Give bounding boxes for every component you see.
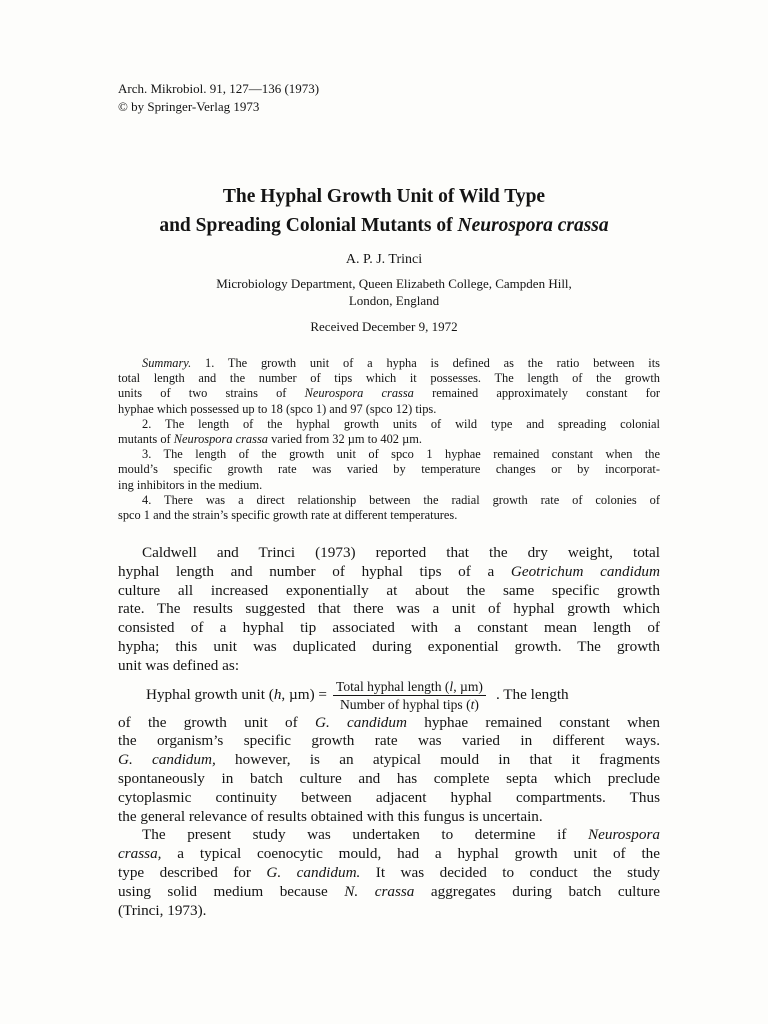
growth-unit-formula <box>118 678 660 714</box>
summary-line: mould’s specific growth rate was varied by temperature changes or by incorporat- <box>118 462 660 477</box>
summary-line: 2. The length of the hyphal growth units of wild type and spreading colonial <box>142 416 660 431</box>
summary-block <box>118 356 660 523</box>
formula-numerator: Total hyphal length (l, µm) <box>333 679 486 696</box>
summary-line: 4. There was a direct relationship between the radial growth rate of colonies of <box>142 492 660 507</box>
summary-line: spco 1 and the strain’s specific growth rate at different temperatures. <box>118 508 458 523</box>
summary-line: total length and the number of tips which it possesses. The length of the growth <box>118 371 660 386</box>
formula-tail: . The length <box>495 686 569 704</box>
body-line: culture all increased exponentially at about the same specific growth <box>118 581 660 599</box>
article-title <box>100 182 668 240</box>
title-line-2-text: and Spreading Colonial Mutants of <box>159 215 458 236</box>
affiliation-line-1: Microbiology Department, Queen Elizabeth College, Campden Hill, <box>216 276 572 291</box>
body-line: cytoplasmic continuity between adjacent hyphal compartments. Thus <box>118 788 660 806</box>
species-name: G. candidum. <box>266 863 361 881</box>
body-line: spontaneously in batch culture and has complete septa which preclude <box>118 769 660 787</box>
body-line: hyphal length and number of hyphal tips of a Geotrichum candidum <box>118 562 660 580</box>
body-line: using solid medium because N. crassa aggregates during batch culture <box>118 882 661 900</box>
body-line: crassa, a typical coenocytic mould, had a hyphal growth unit of the <box>118 845 660 863</box>
body-line: the general relevance of results obtained with this fungus is uncertain. <box>118 807 543 825</box>
body-line: consisted of a hyphal tip associated with a constant mean length of <box>118 619 660 637</box>
body-line: Caldwell and Trinci (1973) reported that the dry weight, total <box>142 544 660 561</box>
summary-line: Summary. 1. The growth unit of a hypha is defined as the ratio between its <box>142 356 660 370</box>
species-name: Neurospora crassa <box>173 432 268 447</box>
formula-fraction <box>333 679 486 712</box>
received-date: Received December 9, 1972 <box>310 319 458 334</box>
formula-denominator: Number of hyphal tips (t) <box>339 697 479 713</box>
summary-line: 3. The length of the growth unit of spco 1 hyphae remained constant when the <box>142 447 660 462</box>
species-name: G. candidum <box>314 713 407 731</box>
body-line: The present study was undertaken to determine if Neurospora <box>142 826 660 844</box>
citation-block <box>118 80 319 116</box>
title-line-1: The Hyphal Growth Unit of Wild Type <box>222 186 546 207</box>
formula-lhs: Hyphal growth unit (h, µm) = <box>146 686 327 704</box>
body-line: G. candidum, however, is an atypical mould in that it fragments <box>118 751 660 769</box>
species-name: G. candidum, <box>118 751 216 769</box>
body-line: rate. The results suggested that there was a unit of hyphal growth which <box>118 600 660 618</box>
summary-label: Summary. <box>142 356 192 370</box>
summary-line: mutants of Neurospora crassa varied from 32 µm to 402 µm. <box>118 432 422 447</box>
title-line-2 <box>100 211 668 240</box>
affiliation <box>150 275 638 309</box>
summary-line: ing inhibitors in the medium. <box>118 477 263 492</box>
species-name: crassa, <box>118 845 162 863</box>
copyright-notice: © by Springer-Verlag 1973 <box>118 99 260 114</box>
body-text <box>118 544 660 920</box>
body-line: the organism’s specific growth rate was varied in different ways. <box>118 732 660 750</box>
affiliation-line-2: London, England <box>348 293 440 308</box>
body-line: hypha; this unit was duplicated during exponential growth. The growth <box>118 637 660 655</box>
journal-reference: Arch. Mikrobiol. 91, 127—136 (1973) <box>118 81 320 96</box>
summary-line: units of two strains of Neurospora crassa remained approximately constant for <box>118 386 661 401</box>
body-line: (Trinci, 1973). <box>118 901 207 919</box>
author-name: A. P. J. Trinci <box>345 252 423 267</box>
species-name: Neurospora <box>587 826 660 844</box>
species-name: Geotrichum candidum <box>510 562 660 580</box>
body-line: type described for G. candidum. It was decided to conduct the study <box>118 863 660 881</box>
body-line: unit was defined as: <box>118 656 240 674</box>
summary-line: hyphae which possessed up to 18 (spco 1) and 97 (spco 12) tips. <box>118 401 437 416</box>
species-name: N. crassa <box>344 882 415 900</box>
title-species: Neurospora crassa <box>457 215 609 236</box>
species-name: Neurospora crassa <box>304 386 414 401</box>
body-line: of the growth unit of G. candidum hyphae remained constant when <box>118 713 660 731</box>
